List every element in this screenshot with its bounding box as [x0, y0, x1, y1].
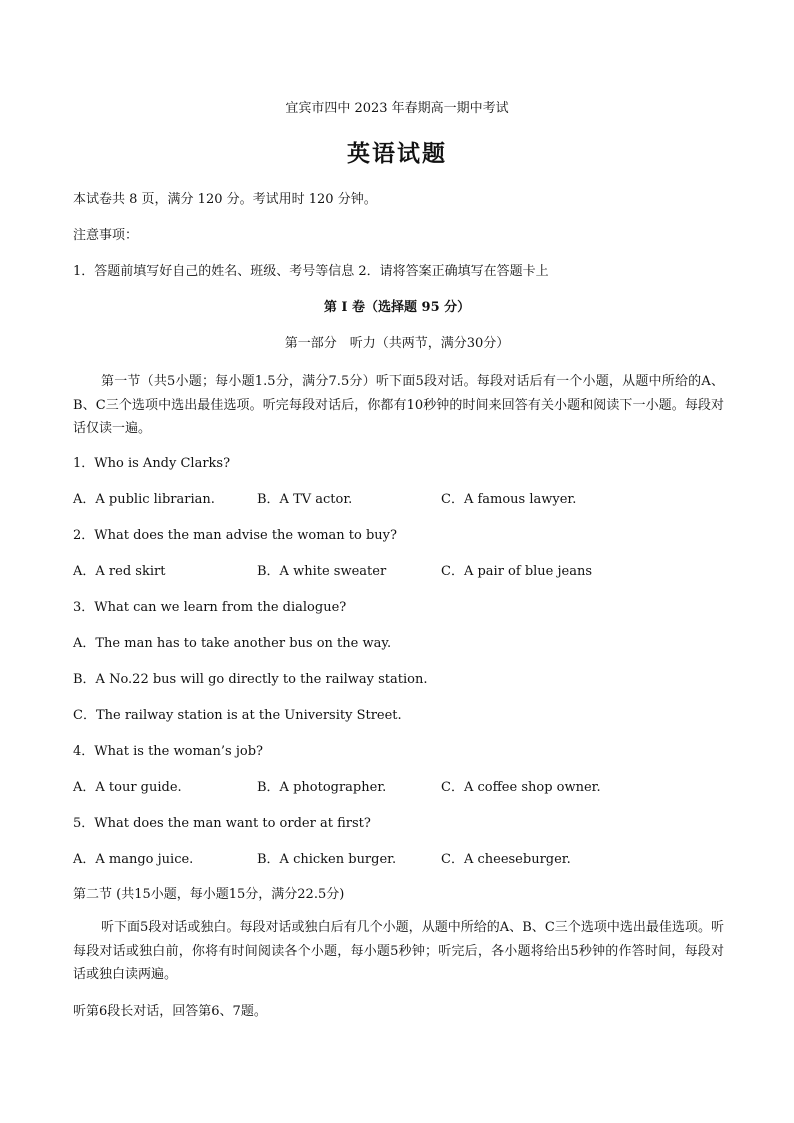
question-4-stem: 4．What is the woman’s job? [73, 744, 263, 759]
school-title: 宜宾市四中 2023 年春期高一期中考试 [285, 101, 509, 116]
question-4-option-a: A．A tour guide. [73, 780, 182, 795]
question-5-stem: 5．What does the man want to order at first? [73, 816, 371, 831]
notes-line: 1．答题前填写好自己的姓名、班级、考号等信息 2．请将答案正确填写在答题卡上 [73, 264, 549, 279]
question-3-stem: 3．What can we learn from the dialogue? [73, 600, 347, 615]
question-2-option-c: C．A pair of blue jeans [441, 564, 593, 579]
question-5-option-a: A．A mango juice. [73, 852, 194, 867]
question-4-option-c: C．A coffee shop owner. [441, 780, 601, 795]
volume-title: 第 I 卷（选择题 95 分） [323, 300, 471, 315]
question-5-option-c: C．A cheeseburger. [441, 852, 571, 867]
question-2-option-a: A．A red skirt [73, 564, 166, 579]
question-4-option-b: B．A photographer. [257, 780, 387, 795]
part-title: 第一部分 听力（共两节，满分30分） [284, 336, 510, 351]
question-2-option-b: B．A white sweater [257, 564, 387, 579]
exam-info: 本试卷共 8 页，满分 120 分。考试用时 120 分钟。 [73, 192, 377, 207]
section1-intro: 第一节（共5小题；每小题1.5分，满分7.5分）听下面5段对话。每段对话后有一个小题，从题中所给的A、B、C三个选项中选出最佳选项。听完每段对话后，你都有10秒钟的时间来回答有关小题和阅读下一小题。每段对话仅读一遍。 [73, 374, 724, 436]
section2-instruction: 听第6段长对话，回答第6、7题。 [73, 1004, 267, 1019]
section2-intro: 听下面5段对话或独白。每段对话或独白后有几个小题，从题中所给的A、B、C三个选项中选出最佳选项。听每段对话或独白前，你将有时间阅读各个小题，每小题5秒钟；听完后，各小题将给出5秒钟的作答时间，每段对话或独白读两遍。 [73, 920, 724, 982]
question-1-option-a: A．A public librarian. [73, 492, 215, 507]
question-3-option-c: C．The railway station is at the University Street. [73, 708, 402, 723]
question-1-option-c: C．A famous lawyer. [441, 492, 577, 507]
question-5-option-b: B．A chicken burger. [257, 852, 397, 867]
notes-label: 注意事项： [73, 228, 139, 243]
question-1-stem: 1．Who is Andy Clarks? [73, 456, 231, 471]
question-2-stem: 2．What does the man advise the woman to buy? [73, 528, 397, 543]
question-3-option-b: B．A No.22 bus will go directly to the railway station. [73, 672, 428, 687]
subject-title: 英语试题 [347, 140, 447, 167]
question-1-option-b: B．A TV actor. [257, 492, 353, 507]
question-3-option-a: A．The man has to take another bus on the way. [73, 636, 392, 651]
section2-title: 第二节 (共15小题，每小题15分，满分22.5分) [73, 887, 345, 902]
